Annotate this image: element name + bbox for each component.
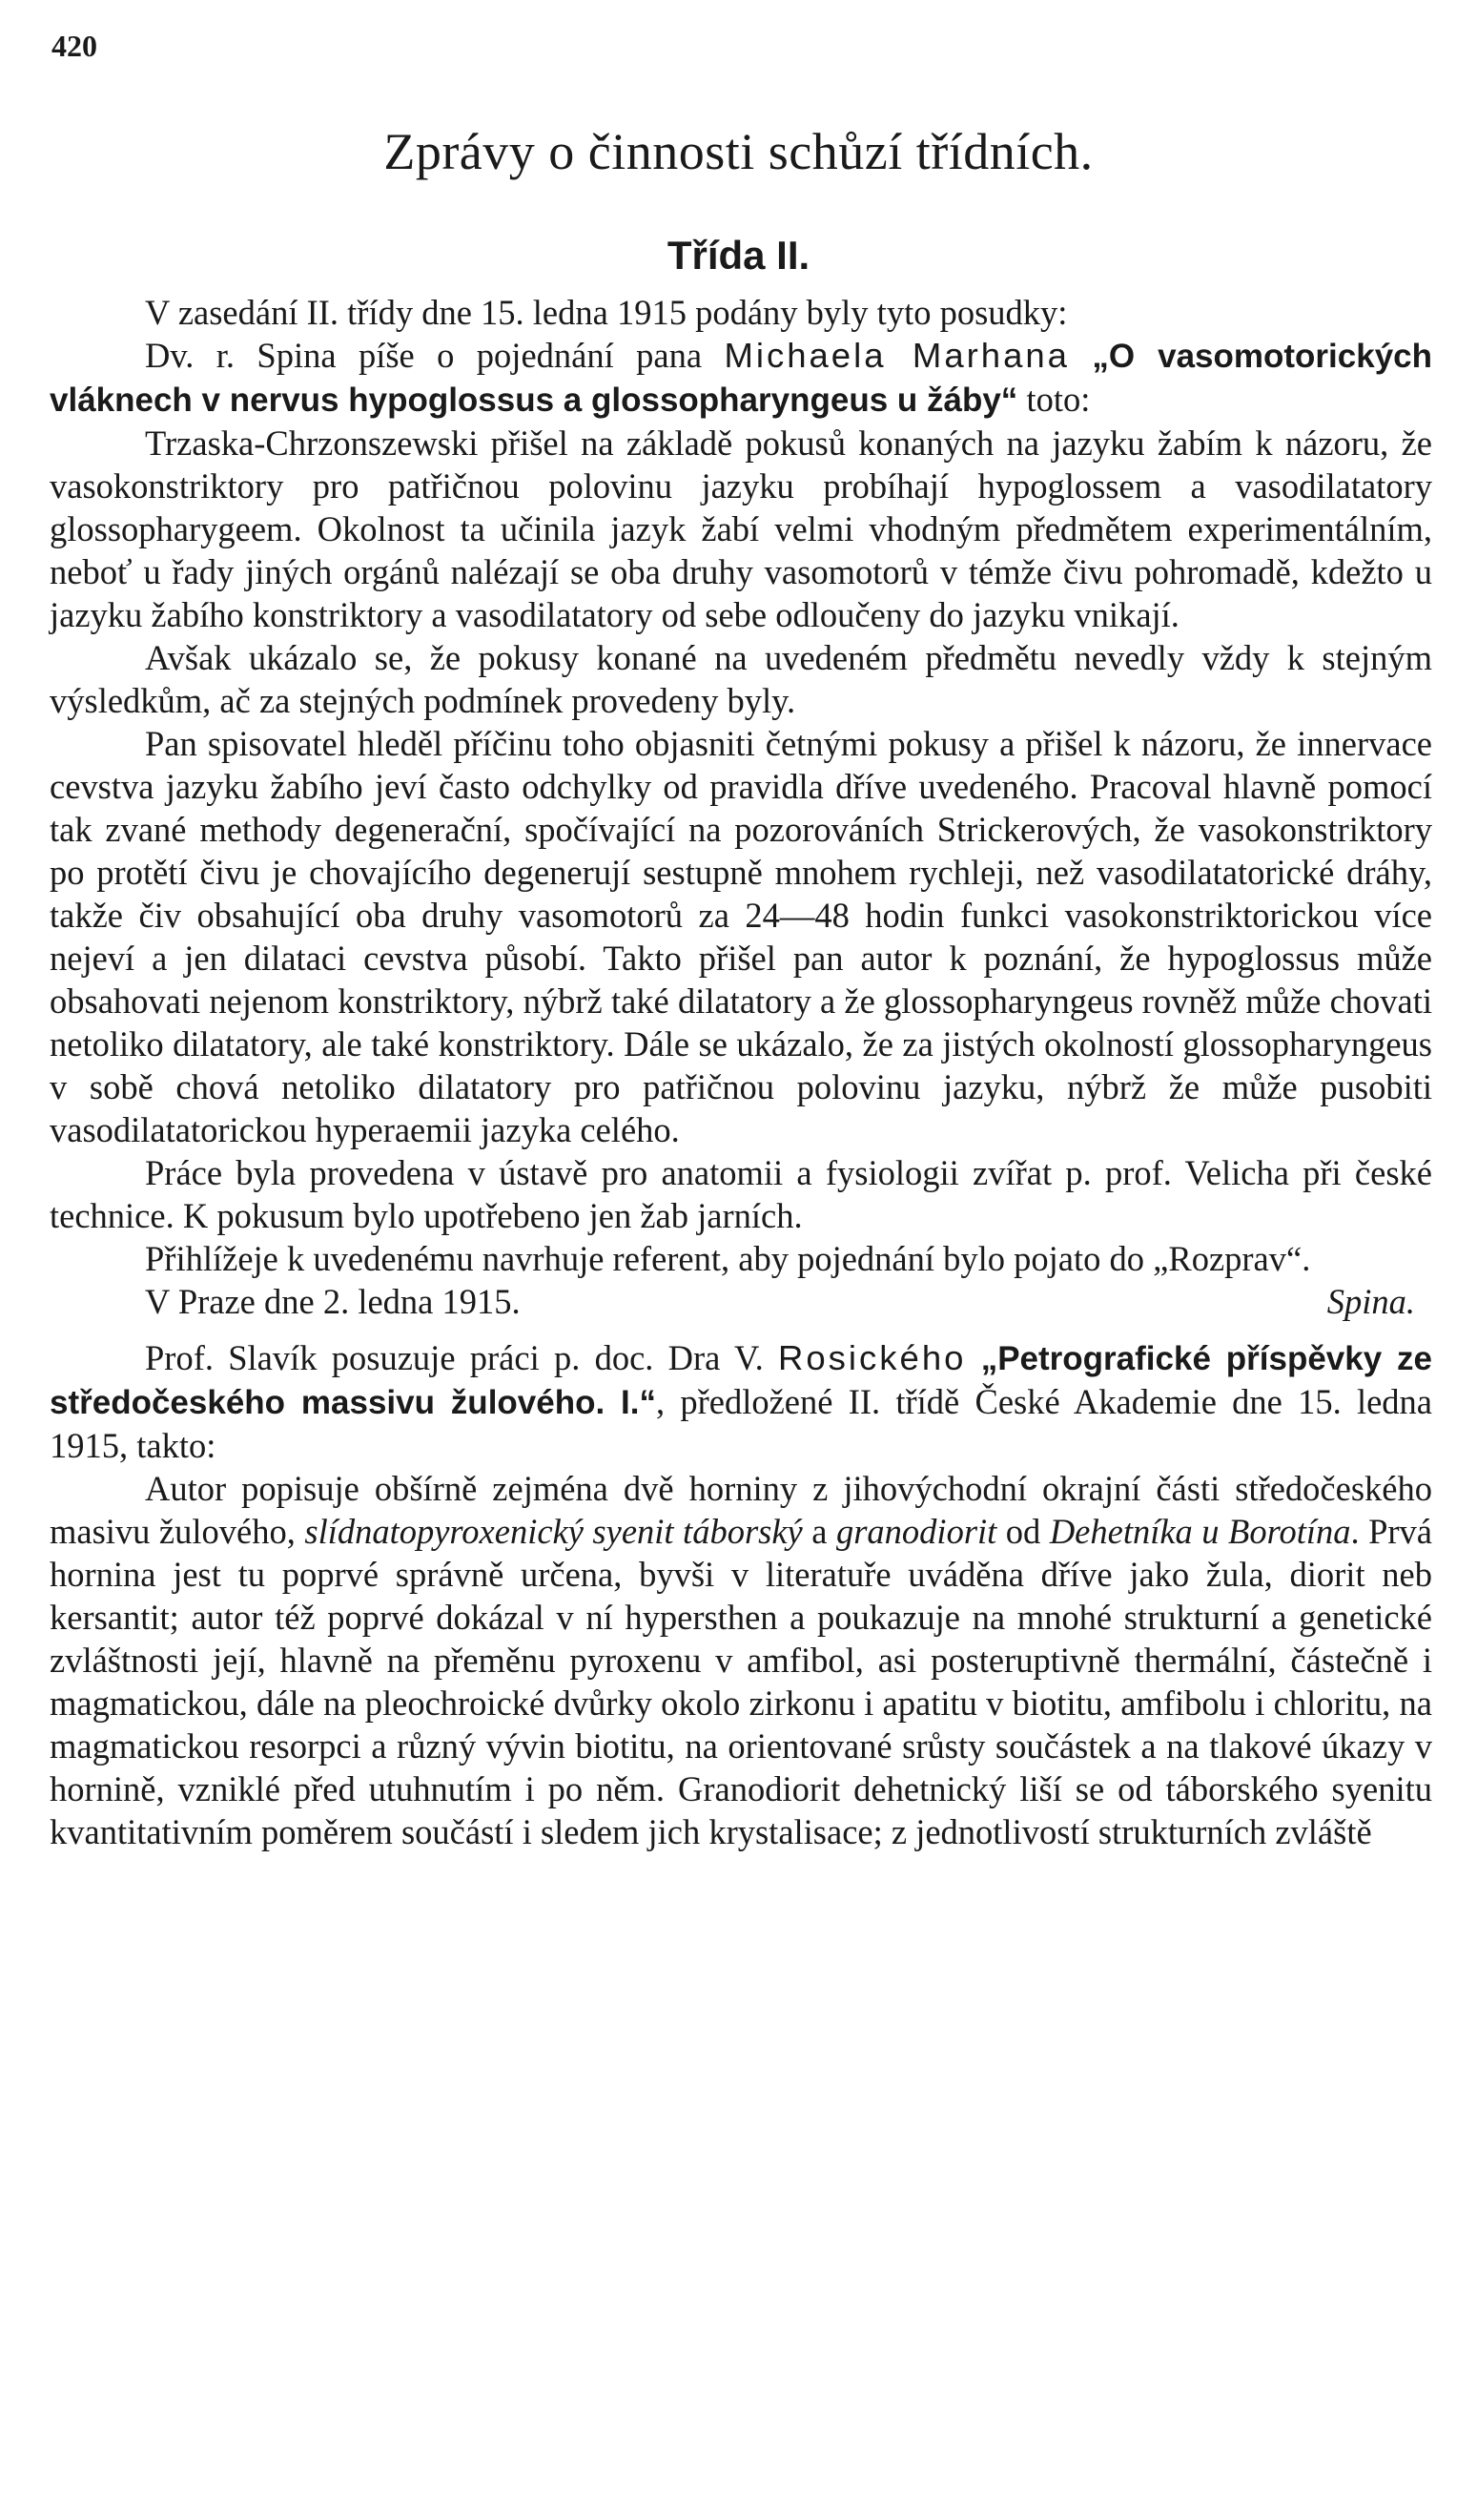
text: . Prvá hornina jest tu poprvé správně určena, byvši v literatuře uváděna dříve jako žula, diorit neb kersantit; autor též poprvé dokázal v ní hypersthen a poukazuje na mnohé strukturní a genetické zvláštnosti její, hlavně na přeměnu pyroxenu v amfibol, asi posteruptivně thermální, částečně i magmatickou, dále na pleochroické dvůrky okolo zirkonu i apatitu v biotitu, amfibolu i chloritu, na magmatickou resorpci a různý vývin biotitu, na orientované srůsty součástek a na tlakové úkazy v hornině, vzniklé před utuhnutím i po něm. Granodiorit dehetnický liší se od táborského syenitu kvantitativním poměrem součástí i sledem jich krystalisace; z jednotlivostí strukturních zvláště — [50, 1512, 1433, 1851]
paragraph: Trzaska-Chrzonszewski přišel na základě pokusů konaných na jazyku žabím k názoru, že vasokonstriktory pro patřičnou polovinu jazyku probíhají hypoglossem a vasodilatatory glossopharygeem. Okolnost ta učinila jazyk žabí velmi vhodným předmětem experimentálním, neboť u řady jiných orgánů nalézají se oba druhy vasomotorů v témže čivu pohromadě, kdežto u jazyku žabího konstriktory a vasodilatatory od sebe odloučeny do jazyku vnikají. — [50, 423, 1432, 634]
paragraph-review-1-intro — [50, 334, 1432, 422]
paragraph: Práce byla provedena v ústavě pro anatomii a fysiologii zvířat p. prof. Velicha při české technice. K pokusum bylo upotřebeno jen žab jarních. — [50, 1153, 1432, 1235]
author-name: Michaela Marhana — [724, 336, 1070, 375]
text: toto: — [1017, 380, 1091, 419]
paragraph: Avšak ukázalo se, že pokusy konané na uvedeném předmětu nevedly vždy k stejným výsledkům, ač za stejných podmínek provedeny byly. — [50, 638, 1432, 720]
paragraph-review-2-intro — [50, 1336, 1432, 1467]
text: od — [996, 1512, 1050, 1551]
article-body — [50, 291, 1432, 1853]
page-number: 420 — [51, 29, 97, 63]
signature-line — [50, 1280, 1432, 1323]
text: Dv. r. Spina píše o pojednání pana — [145, 336, 725, 375]
text: Prof. Slavík posuzuje práci p. doc. Dra V. — [145, 1338, 779, 1377]
paragraph — [50, 1467, 1432, 1853]
paragraph-intro: V zasedání II. třídy dne 15. ledna 1915 podány byly tyto posudky: — [145, 293, 1068, 332]
paragraph: Přihlížeje k uvedenému navrhuje referent, aby pojednání bylo pojato do „Rozprav“. — [145, 1239, 1311, 1278]
rock-name: granodiorit — [835, 1512, 997, 1551]
text: , předložené II. třídě České Akademie dne 15. ledna 1915, takto: — [50, 1382, 1432, 1465]
work-title: „Petrografické příspěvky ze středočeského massivu žulového. I.“ — [50, 1340, 1433, 1421]
locality-name: Dehetníka u Borotína — [1049, 1512, 1351, 1551]
author-name: Rosického — [778, 1338, 967, 1377]
work-title: „O vasomotorických vláknech v nervus hypoglossus a glossopharyngeus u žáby“ — [50, 338, 1433, 419]
paragraph: Pan spisovatel hleděl příčinu toho objasniti četnými pokusy a přišel k názoru, že innervace cevstva jazyku žabího jeví často odchylky od pravidla dříve uvedeného. Pracoval hlavně pomocí tak zvané methody degenerační, spočívající na pozorováních Strickerových, že vasokonstriktory po protětí čivu je chovajícího degenerují sestupně mnohem rychleji, než vasodilatatorické dráhy, takže čiv obsahující oba druhy vasomotorů za 24—48 hodin funkci vasokonstriktorickou více nejeví a jen dilataci cevstva působí. Takto přišel pan autor k poznání, že hypoglossus může obsahovati nejenom konstriktory, nýbrž také dilatatory a že glossopharyngeus rovněž může chovati netoliko dilatatory, ale také konstriktory. Dále se ukázalo, že za jistých okolností glossopharyngeus v sobě chová netoliko dilatatory pro patřičnou polovinu jazyku, nýbrž že může pusobiti vasodilatatorickou hyperaemii jazyka celého. — [50, 724, 1432, 1149]
text: Autor popisuje obšírně zejména dvě horniny z jihovýchodní okrajní části středočeského masivu žulového, — [50, 1469, 1432, 1551]
text — [966, 1338, 980, 1377]
text: a — [802, 1512, 836, 1551]
section-heading: Třída II. — [667, 233, 810, 278]
rock-name: slídnatopyroxenický syenit táborský — [304, 1512, 803, 1551]
page-title: Zprávy o činnosti schůzí třídních. — [383, 123, 1094, 180]
text — [1070, 336, 1092, 375]
signature-place-date: V Praze dne 2. ledna 1915. — [145, 1282, 521, 1321]
signature-name: Spina. — [1326, 1282, 1415, 1321]
